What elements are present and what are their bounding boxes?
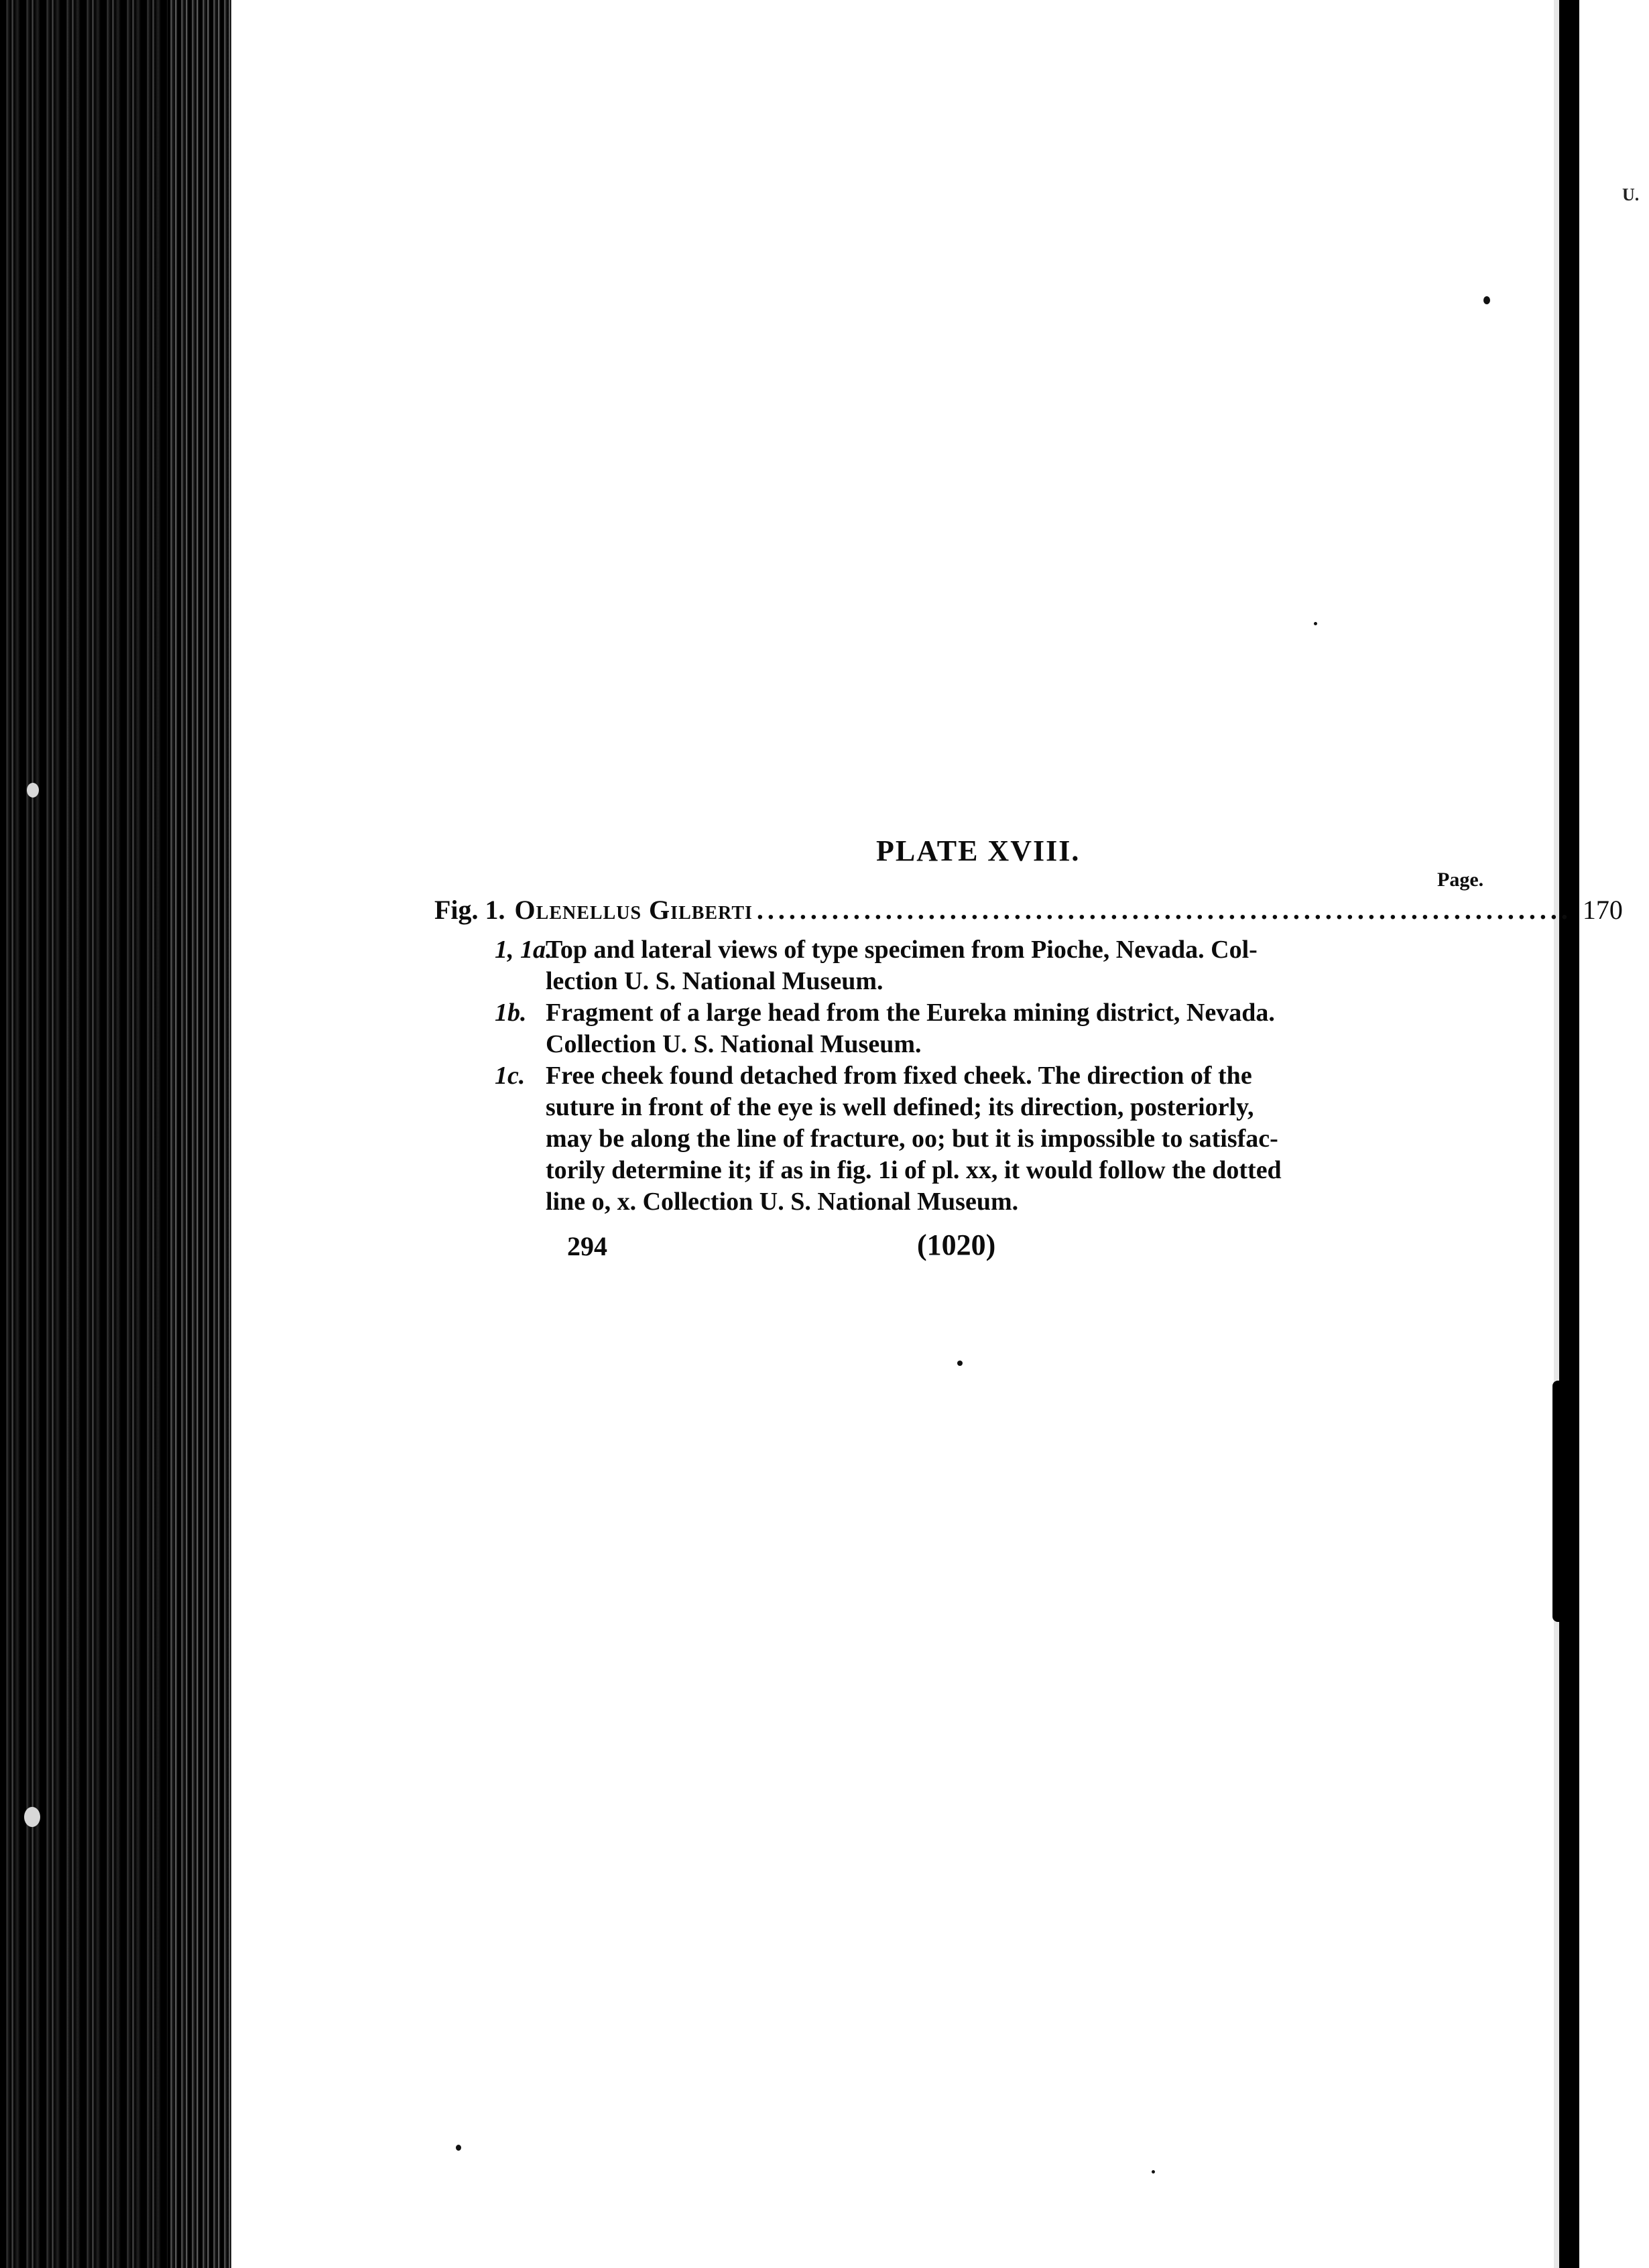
figure-description: [495, 934, 1428, 997]
figure-id: 1b.: [495, 999, 527, 1027]
figure-label: Fig. 1.: [434, 895, 505, 925]
dot-leader: ............................................................................: [756, 895, 1572, 925]
binding-spot: [27, 783, 39, 798]
scan-right-border: [1559, 0, 1579, 2268]
figure-id: 1c.: [495, 1062, 526, 1090]
description-line: Collection U. S. National Museum.: [546, 1030, 922, 1058]
description-line: Fragment of a large head from the Eureka mining district, Nevada.: [546, 999, 1275, 1027]
print-speck: [456, 2145, 461, 2151]
description-line: suture in front of the eye is well defined; its direction, posteriorly,: [546, 1093, 1254, 1121]
adjacent-page-text: U.: [1622, 185, 1640, 204]
figure-description: [495, 1060, 1428, 1218]
description-line: Top and lateral views of type specimen from Pioche, Nevada. Col-: [546, 936, 1258, 964]
figure-description: [495, 997, 1428, 1060]
page-gutter: [1554, 0, 1559, 2268]
page-number: 294: [567, 1231, 607, 1261]
page-stack-edge: [168, 0, 231, 2268]
print-speck: [1152, 2170, 1155, 2174]
binding-spot: [24, 1807, 40, 1827]
scan-right-border-bulge: [1552, 1381, 1565, 1622]
species-name: Olenellus Gilberti: [514, 895, 753, 925]
print-speck: [957, 1361, 963, 1366]
print-speck: [1314, 622, 1317, 625]
description-line: line o, x. Collection U. S. National Museum.: [546, 1188, 1019, 1216]
plate-title: PLATE XVIII.: [876, 834, 1081, 867]
figure-entry: [434, 894, 1623, 926]
description-line: may be along the line of fracture, oo; but it is impossible to satisfac-: [546, 1125, 1278, 1153]
page-column-heading: Page.: [1437, 869, 1484, 891]
description-line: torily determine it; if as in fig. 1i of pl. xx, it would follow the dotted: [546, 1156, 1282, 1184]
sequence-number: (1020): [917, 1228, 996, 1261]
figure-id: 1, 1a.: [495, 936, 552, 964]
adjacent-page: [1579, 0, 1649, 2268]
print-speck: [1483, 296, 1490, 304]
description-line: Free cheek found detached from fixed cheek. The direction of the: [546, 1062, 1252, 1090]
description-line: lection U. S. National Museum.: [546, 967, 883, 995]
figure-page-number: 170: [1582, 895, 1623, 925]
